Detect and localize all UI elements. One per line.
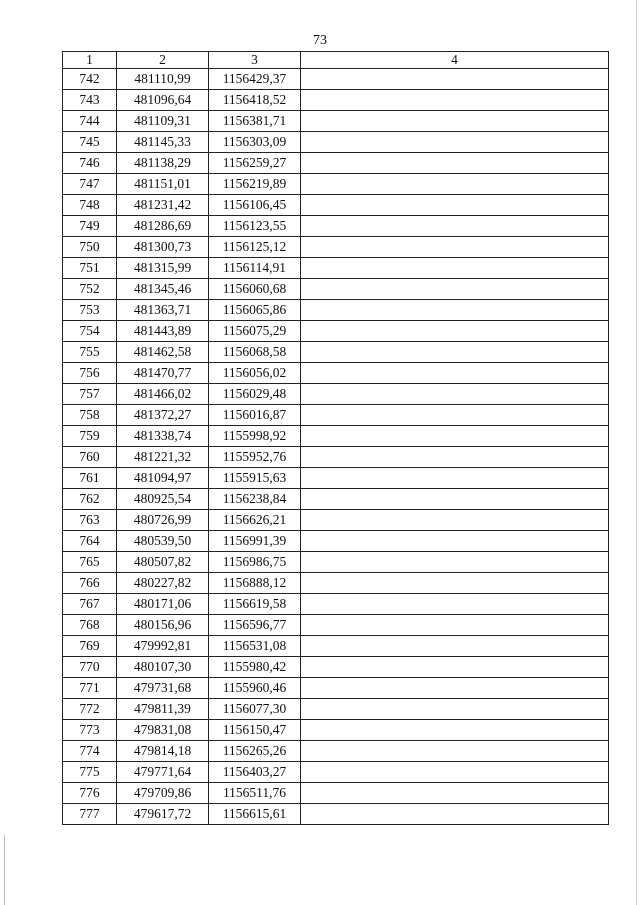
- notes-cell: [301, 762, 609, 783]
- point-number-cell: 762: [63, 489, 117, 510]
- notes-cell: [301, 69, 609, 90]
- table-row: [63, 510, 609, 531]
- y-coordinate-cell: 1156531,08: [209, 636, 301, 657]
- y-coordinate-cell: 1156265,26: [209, 741, 301, 762]
- x-coordinate-cell: 480539,50: [117, 531, 209, 552]
- x-coordinate-cell: 481109,31: [117, 111, 209, 132]
- notes-cell: [301, 90, 609, 111]
- x-coordinate-cell: 481110,99: [117, 69, 209, 90]
- y-coordinate-cell: 1156418,52: [209, 90, 301, 111]
- table-row: [63, 321, 609, 342]
- table-row: [63, 657, 609, 678]
- table-row: [63, 153, 609, 174]
- y-coordinate-cell: 1156429,37: [209, 69, 301, 90]
- coordinates-table: [62, 51, 609, 825]
- column-header-1: 1: [63, 52, 117, 69]
- table-row: [63, 363, 609, 384]
- x-coordinate-cell: 481231,42: [117, 195, 209, 216]
- y-coordinate-cell: 1155998,92: [209, 426, 301, 447]
- notes-cell: [301, 426, 609, 447]
- point-number-cell: 775: [63, 762, 117, 783]
- table-row: [63, 405, 609, 426]
- point-number-cell: 743: [63, 90, 117, 111]
- notes-cell: [301, 741, 609, 762]
- notes-cell: [301, 594, 609, 615]
- notes-cell: [301, 384, 609, 405]
- notes-cell: [301, 174, 609, 195]
- notes-cell: [301, 657, 609, 678]
- scan-edge-line-left: [4, 835, 5, 905]
- notes-cell: [301, 468, 609, 489]
- notes-cell: [301, 258, 609, 279]
- x-coordinate-cell: 481443,89: [117, 321, 209, 342]
- table-row: [63, 258, 609, 279]
- column-header-4: 4: [301, 52, 609, 69]
- notes-cell: [301, 195, 609, 216]
- table-row: [63, 615, 609, 636]
- y-coordinate-cell: 1155915,63: [209, 468, 301, 489]
- point-number-cell: 771: [63, 678, 117, 699]
- notes-cell: [301, 531, 609, 552]
- y-coordinate-cell: 1156626,21: [209, 510, 301, 531]
- x-coordinate-cell: 480925,54: [117, 489, 209, 510]
- x-coordinate-cell: 479709,86: [117, 783, 209, 804]
- notes-cell: [301, 699, 609, 720]
- y-coordinate-cell: 1156238,84: [209, 489, 301, 510]
- point-number-cell: 747: [63, 174, 117, 195]
- notes-cell: [301, 489, 609, 510]
- point-number-cell: 757: [63, 384, 117, 405]
- y-coordinate-cell: 1156381,71: [209, 111, 301, 132]
- y-coordinate-cell: 1156511,76: [209, 783, 301, 804]
- table-row: [63, 636, 609, 657]
- table-row: [63, 699, 609, 720]
- y-coordinate-cell: 1156065,86: [209, 300, 301, 321]
- notes-cell: [301, 783, 609, 804]
- x-coordinate-cell: 481094,97: [117, 468, 209, 489]
- table-row: [63, 447, 609, 468]
- table-row: [63, 90, 609, 111]
- point-number-cell: 742: [63, 69, 117, 90]
- y-coordinate-cell: 1156029,48: [209, 384, 301, 405]
- point-number-cell: 752: [63, 279, 117, 300]
- notes-cell: [301, 804, 609, 825]
- notes-cell: [301, 216, 609, 237]
- point-number-cell: 750: [63, 237, 117, 258]
- x-coordinate-cell: 481372,27: [117, 405, 209, 426]
- y-coordinate-cell: 1156077,30: [209, 699, 301, 720]
- y-coordinate-cell: 1156114,91: [209, 258, 301, 279]
- table-row: [63, 762, 609, 783]
- y-coordinate-cell: 1156106,45: [209, 195, 301, 216]
- table-row: [63, 279, 609, 300]
- column-header-3: 3: [209, 52, 301, 69]
- point-number-cell: 777: [63, 804, 117, 825]
- x-coordinate-cell: 481286,69: [117, 216, 209, 237]
- notes-cell: [301, 363, 609, 384]
- x-coordinate-cell: 479814,18: [117, 741, 209, 762]
- x-coordinate-cell: 481315,99: [117, 258, 209, 279]
- table-row: [63, 216, 609, 237]
- x-coordinate-cell: 481300,73: [117, 237, 209, 258]
- y-coordinate-cell: 1155980,42: [209, 657, 301, 678]
- x-coordinate-cell: 481145,33: [117, 132, 209, 153]
- notes-cell: [301, 573, 609, 594]
- notes-cell: [301, 615, 609, 636]
- scan-edge-line: [636, 0, 637, 905]
- table-row: [63, 195, 609, 216]
- point-number-cell: 753: [63, 300, 117, 321]
- table-row: [63, 783, 609, 804]
- notes-cell: [301, 321, 609, 342]
- notes-cell: [301, 237, 609, 258]
- point-number-cell: 751: [63, 258, 117, 279]
- table-body: [63, 69, 609, 825]
- point-number-cell: 754: [63, 321, 117, 342]
- point-number-cell: 769: [63, 636, 117, 657]
- y-coordinate-cell: 1156596,77: [209, 615, 301, 636]
- table-row: [63, 384, 609, 405]
- point-number-cell: 774: [63, 741, 117, 762]
- x-coordinate-cell: 480156,96: [117, 615, 209, 636]
- point-number-cell: 766: [63, 573, 117, 594]
- notes-cell: [301, 300, 609, 321]
- x-coordinate-cell: 481345,46: [117, 279, 209, 300]
- x-coordinate-cell: 481138,29: [117, 153, 209, 174]
- table-row: [63, 468, 609, 489]
- x-coordinate-cell: 481462,58: [117, 342, 209, 363]
- notes-cell: [301, 279, 609, 300]
- point-number-cell: 756: [63, 363, 117, 384]
- y-coordinate-cell: 1156403,27: [209, 762, 301, 783]
- x-coordinate-cell: 479771,64: [117, 762, 209, 783]
- x-coordinate-cell: 480107,30: [117, 657, 209, 678]
- y-coordinate-cell: 1156219,89: [209, 174, 301, 195]
- x-coordinate-cell: 480171,06: [117, 594, 209, 615]
- x-coordinate-cell: 481363,71: [117, 300, 209, 321]
- x-coordinate-cell: 479992,81: [117, 636, 209, 657]
- y-coordinate-cell: 1156068,58: [209, 342, 301, 363]
- x-coordinate-cell: 481221,32: [117, 447, 209, 468]
- table-header-row: [63, 52, 609, 69]
- point-number-cell: 745: [63, 132, 117, 153]
- y-coordinate-cell: 1156125,12: [209, 237, 301, 258]
- point-number-cell: 749: [63, 216, 117, 237]
- table-row: [63, 111, 609, 132]
- point-number-cell: 764: [63, 531, 117, 552]
- point-number-cell: 744: [63, 111, 117, 132]
- notes-cell: [301, 405, 609, 426]
- x-coordinate-cell: 480726,99: [117, 510, 209, 531]
- notes-cell: [301, 678, 609, 699]
- point-number-cell: 773: [63, 720, 117, 741]
- x-coordinate-cell: 480507,82: [117, 552, 209, 573]
- point-number-cell: 768: [63, 615, 117, 636]
- notes-cell: [301, 552, 609, 573]
- notes-cell: [301, 447, 609, 468]
- point-number-cell: 767: [63, 594, 117, 615]
- point-number-cell: 755: [63, 342, 117, 363]
- y-coordinate-cell: 1156986,75: [209, 552, 301, 573]
- y-coordinate-cell: 1156075,29: [209, 321, 301, 342]
- notes-cell: [301, 153, 609, 174]
- notes-cell: [301, 720, 609, 741]
- point-number-cell: 765: [63, 552, 117, 573]
- point-number-cell: 746: [63, 153, 117, 174]
- y-coordinate-cell: 1156991,39: [209, 531, 301, 552]
- x-coordinate-cell: 481466,02: [117, 384, 209, 405]
- point-number-cell: 760: [63, 447, 117, 468]
- point-number-cell: 776: [63, 783, 117, 804]
- x-coordinate-cell: 481470,77: [117, 363, 209, 384]
- table-row: [63, 741, 609, 762]
- y-coordinate-cell: 1156619,58: [209, 594, 301, 615]
- x-coordinate-cell: 481338,74: [117, 426, 209, 447]
- y-coordinate-cell: 1156259,27: [209, 153, 301, 174]
- y-coordinate-cell: 1156123,55: [209, 216, 301, 237]
- y-coordinate-cell: 1155952,76: [209, 447, 301, 468]
- point-number-cell: 758: [63, 405, 117, 426]
- point-number-cell: 748: [63, 195, 117, 216]
- table-row: [63, 552, 609, 573]
- table-row: [63, 237, 609, 258]
- table-row: [63, 804, 609, 825]
- table-row: [63, 342, 609, 363]
- table-row: [63, 426, 609, 447]
- y-coordinate-cell: 1156615,61: [209, 804, 301, 825]
- notes-cell: [301, 636, 609, 657]
- table-row: [63, 531, 609, 552]
- point-number-cell: 763: [63, 510, 117, 531]
- point-number-cell: 759: [63, 426, 117, 447]
- notes-cell: [301, 111, 609, 132]
- point-number-cell: 761: [63, 468, 117, 489]
- x-coordinate-cell: 481151,01: [117, 174, 209, 195]
- y-coordinate-cell: 1156060,68: [209, 279, 301, 300]
- y-coordinate-cell: 1156303,09: [209, 132, 301, 153]
- x-coordinate-cell: 481096,64: [117, 90, 209, 111]
- page-number: 73: [313, 33, 327, 48]
- table-row: [63, 594, 609, 615]
- x-coordinate-cell: 480227,82: [117, 573, 209, 594]
- table-row: [63, 720, 609, 741]
- y-coordinate-cell: 1156150,47: [209, 720, 301, 741]
- table-row: [63, 678, 609, 699]
- notes-cell: [301, 510, 609, 531]
- notes-cell: [301, 132, 609, 153]
- x-coordinate-cell: 479731,68: [117, 678, 209, 699]
- y-coordinate-cell: 1156016,87: [209, 405, 301, 426]
- table-row: [63, 489, 609, 510]
- point-number-cell: 770: [63, 657, 117, 678]
- y-coordinate-cell: 1155960,46: [209, 678, 301, 699]
- table-row: [63, 69, 609, 90]
- table-row: [63, 132, 609, 153]
- table-row: [63, 174, 609, 195]
- table-row: [63, 573, 609, 594]
- x-coordinate-cell: 479617,72: [117, 804, 209, 825]
- x-coordinate-cell: 479811,39: [117, 699, 209, 720]
- notes-cell: [301, 342, 609, 363]
- point-number-cell: 772: [63, 699, 117, 720]
- x-coordinate-cell: 479831,08: [117, 720, 209, 741]
- y-coordinate-cell: 1156888,12: [209, 573, 301, 594]
- column-header-2: 2: [117, 52, 209, 69]
- table-row: [63, 300, 609, 321]
- y-coordinate-cell: 1156056,02: [209, 363, 301, 384]
